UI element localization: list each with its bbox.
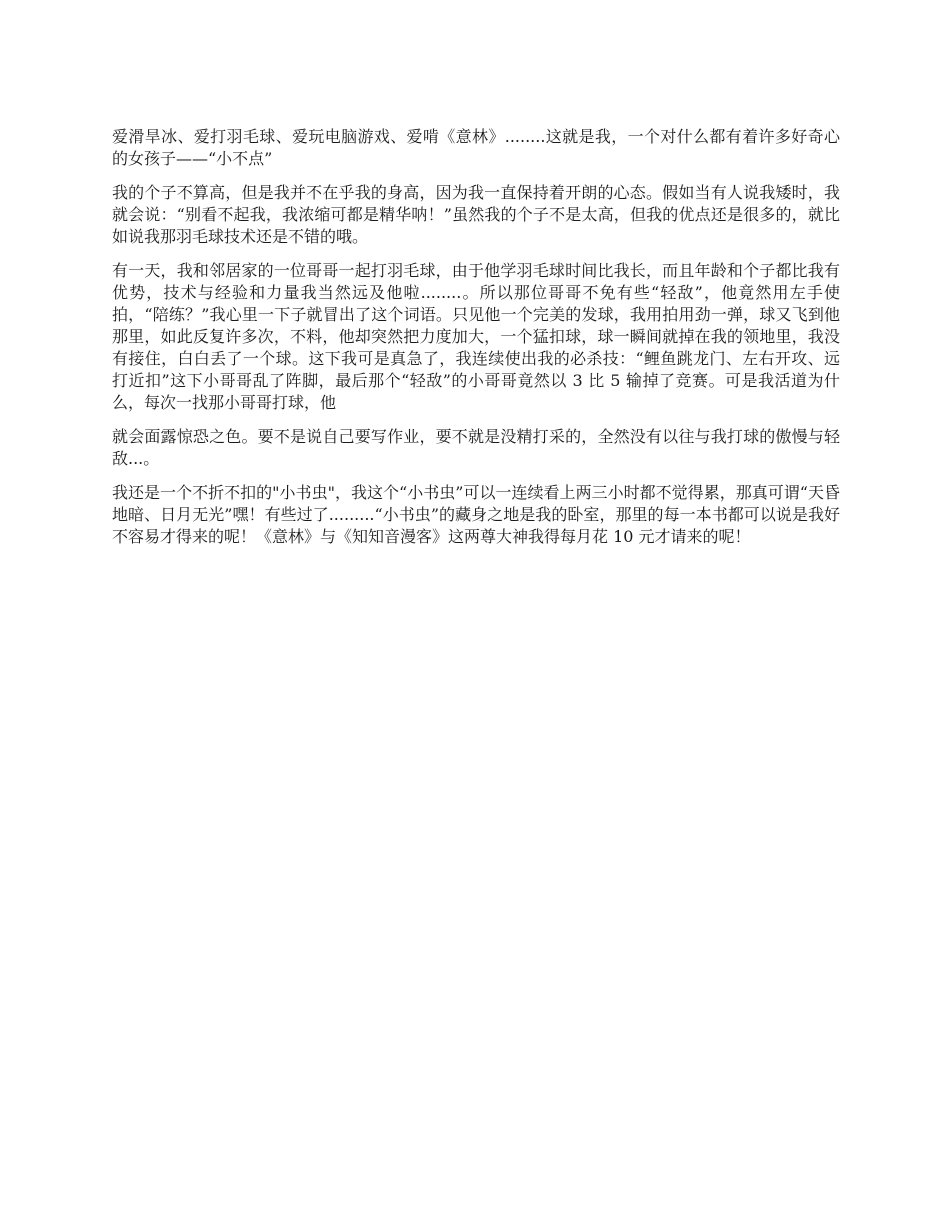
document-body — [112, 126, 840, 560]
paragraph-5: 我还是一个不折不扣的"小书虫"，我这个“小书虫”可以一连续看上两三小时都不觉得累，那真可谓“天昏地暗、日月无光”嘿！有些过了.........“小书虫”的藏身之地是我的卧室，那里的每一本书都可以说是我好不容易才得来的呢！《意林》与《知知音漫客》这两尊大神我得每月花 10 元才请来的呢！ — [112, 483, 840, 546]
paragraph-2: 我的个子不算高，但是我并不在乎我的身高，因为我一直保持着开朗的心态。假如当有人说我矮时，我就会说：“别看不起我，我浓缩可都是精华呐！”虽然我的个子不是太高，但我的优点还是很多的，就比如说我那羽毛球技术还是不错的哦。 — [112, 183, 840, 246]
paragraph-3: 有一天，我和邻居家的一位哥哥一起打羽毛球，由于他学羽毛球时间比我长，而且年龄和个子都比我有优势，技术与经验和力量我当然远及他啦........。所以那位哥哥不免有些“轻敌”，他竟然用左手使拍，“陪练？”我心里一下子就冒出了这个词语。只见他一个完美的发球，我用拍用劲一弹，球又飞到他那里，如此反复许多次，不料，他却突然把力度加大，一个猛扣球，球一瞬间就掉在我的领地里，我没有接住，白白丢了一个球。这下我可是真急了，我连续使出我的必杀技：“鲤鱼跳龙门、左右开攻、远打近扣”这下小哥哥乱了阵脚，最后那个“轻敌”的小哥哥竟然以 3 比 5 输掉了竞赛。可是我活道为什么，每次一找那小哥哥打球，他 — [112, 261, 840, 412]
paragraph-1: 爱滑旱冰、爱打羽毛球、爱玩电脑游戏、爱啃《意林》........这就是我，一个对什么都有着许多好奇心的女孩子——“小不点” — [112, 127, 840, 168]
paragraph-4: 就会面露惊恐之色。要不是说自己要写作业，要不就是没精打采的，全然没有以往与我打球的傲慢与轻敌...。 — [112, 427, 840, 468]
